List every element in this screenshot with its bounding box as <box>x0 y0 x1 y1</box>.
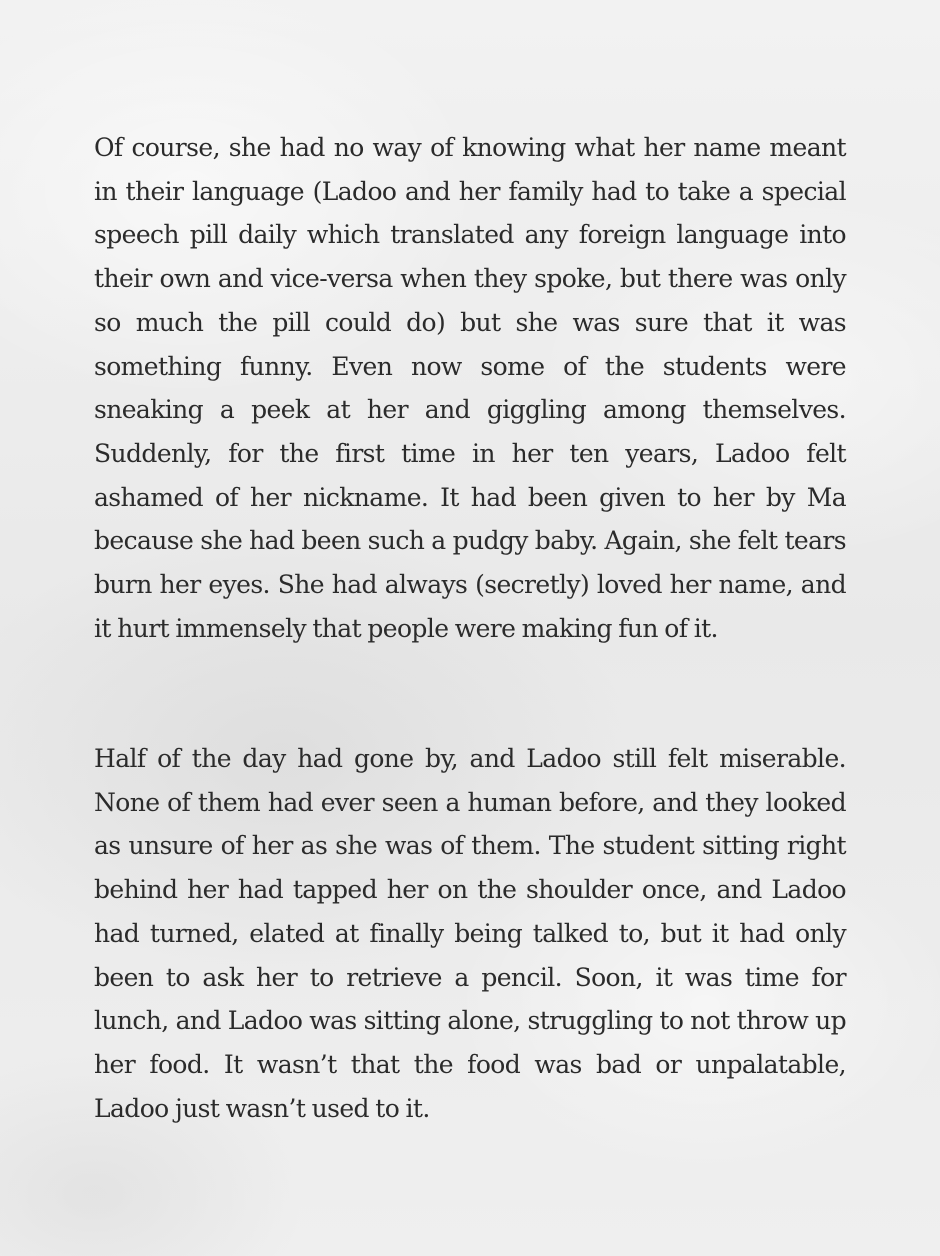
body-paragraph-1: Of course, she had no way of knowing what her name meant in their language (Ladoo and her family had to take a special speech pill daily which translated any foreign language into their own and vice-versa when they spoke, but there was only so much the pill could do) but she was sure that it was something funny. Even now some of the students were sneaking a peek at her and giggling among themselves. Suddenly, for the first time in her ten years, Ladoo felt ashamed of her nickname. It had been given to her by Ma because she had been such a pudgy baby. Again, she felt tears burn her eyes. She had always (secretly) loved her name, and it hurt immensely that people were making fun of it. <box>94 133 846 643</box>
body-paragraph-2: Half of the day had gone by, and Ladoo still felt miserable. None of them had ever seen a human before, and they looked as unsure of her as she was of them. The student sitting right behind her had tapped her on the shoulder once, and Ladoo had turned, elated at finally being talked to, but it had only been to ask her to retrieve a pencil. Soon, it was time for lunch, and Ladoo was sitting alone, struggling to not throw up her food. It wasn’t that the food was bad or unpalatable, Ladoo just wasn’t used to it. <box>94 744 846 1123</box>
